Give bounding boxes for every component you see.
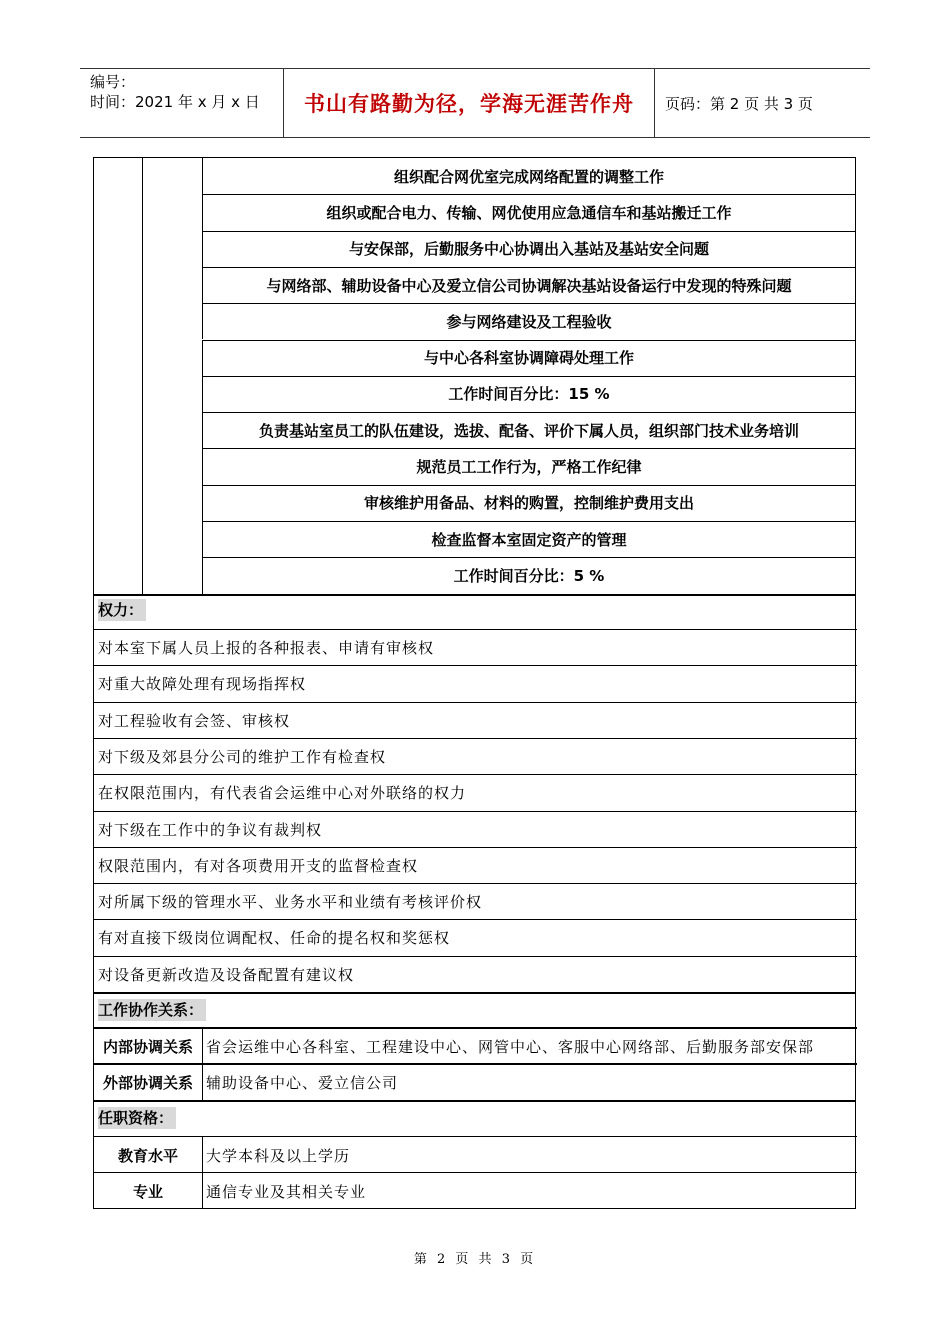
- cell-divider: [202, 1064, 203, 1100]
- duty-item: 工作时间百分比：15 %: [202, 376, 855, 412]
- qualification-title: 任职资格：: [98, 1107, 176, 1129]
- power-item: 对下级在工作中的争议有裁判权: [98, 820, 323, 839]
- page-footer: 第 2 页 共 3 页: [413, 1252, 537, 1267]
- qualification-section: [93, 1101, 856, 1209]
- duty-item: 负责基站室员工的队伍建设，选拔、配备、评价下属人员，组织部门技术业务培训: [202, 412, 855, 448]
- internal-coordination-label: 内部协调关系: [102, 1038, 193, 1056]
- power-title: 权力：: [98, 599, 146, 621]
- duty-item: 工作时间百分比：5 %: [202, 557, 855, 593]
- duty-item: 审核维护用备品、材料的购置，控制维护费用支出: [202, 485, 855, 521]
- document-date: 时间：2021 年 x 月 x 日: [90, 93, 260, 111]
- duty-item: 组织或配合电力、传输、网优使用应急通信车和基站搬迁工作: [202, 194, 855, 230]
- power-row-divider: [94, 811, 857, 812]
- power-row-divider: [94, 919, 857, 920]
- power-item: 对工程验收有会签、审核权: [98, 711, 291, 730]
- power-row-divider: [94, 665, 857, 666]
- power-item: 权限范围内，有对各项费用开支的监督检查权: [98, 856, 419, 875]
- power-row-divider: [94, 883, 857, 884]
- duties-column-divider: [142, 158, 143, 594]
- external-coordination-value: 辅助设备中心、爱立信公司: [206, 1074, 399, 1092]
- duty-item: 组织配合网优室完成网络配置的调整工作: [202, 158, 855, 194]
- duty-item: 与网络部、辅助设备中心及爱立信公司协调解决基站设备运行中发现的特殊问题: [202, 267, 855, 303]
- duty-item: 检查监督本室固定资产的管理: [202, 521, 855, 557]
- header-meta: [80, 69, 284, 137]
- cooperation-section: [93, 993, 856, 1100]
- divider: [94, 1136, 857, 1137]
- motto-text: 书山有路勤为径，学海无涯苦作舟: [304, 92, 634, 116]
- cell-divider: [202, 1028, 203, 1063]
- divider: [94, 1172, 857, 1173]
- divider: [94, 1063, 857, 1065]
- duty-item: 与安保部，后勤服务中心协调出入基站及基站安全问题: [202, 231, 855, 267]
- power-item: 对设备更新改造及设备配置有建议权: [98, 965, 355, 984]
- power-row-divider: [94, 956, 857, 957]
- duty-item: 参与网络建设及工程验收: [202, 303, 855, 339]
- power-item: 在权限范围内，有代表省会运维中心对外联络的权力: [98, 784, 467, 803]
- major-value: 通信专业及其相关专业: [206, 1183, 367, 1201]
- power-item: 对本室下属人员上报的各种报表、申请有审核权: [98, 639, 435, 657]
- power-item: 对所属下级的管理水平、业务水平和业绩有考核评价权: [98, 893, 483, 912]
- major-label: 专业: [132, 1183, 163, 1201]
- divider: [94, 1027, 857, 1029]
- power-item: 对重大故障处理有现场指挥权: [98, 675, 307, 694]
- page-info: 页码：第 2 页 共 3 页: [665, 94, 813, 113]
- external-coordination-label: 外部协调关系: [102, 1074, 193, 1092]
- internal-coordination-value: 省会运维中心各科室、工程建设中心、网管中心、客服中心网络部、后勤服务部安保部: [206, 1038, 815, 1056]
- education-value: 大学本科及以上学历: [206, 1147, 351, 1165]
- power-section: [93, 595, 856, 992]
- cooperation-title: 工作协作关系：: [98, 999, 206, 1021]
- power-row-divider: [94, 847, 857, 848]
- education-label: 教育水平: [117, 1147, 178, 1165]
- power-item: 对下级及郊县分公司的维护工作有检查权: [98, 747, 387, 766]
- power-row-divider: [94, 702, 857, 703]
- duty-item: 规范员工工作行为，严格工作纪律: [202, 448, 855, 484]
- document-number-label: 编号：: [90, 73, 136, 91]
- header-page-cell: [655, 69, 870, 137]
- power-item: 有对直接下级岗位调配权、任命的提名权和奖惩权: [98, 929, 451, 948]
- duty-item: 与中心各科室协调障碍处理工作: [202, 340, 855, 376]
- header-motto-cell: [284, 69, 655, 137]
- power-row-divider: [94, 738, 857, 739]
- power-row-divider: [94, 629, 857, 630]
- duties-block: [93, 157, 856, 594]
- page-header: [80, 68, 870, 138]
- power-row-divider: [94, 774, 857, 775]
